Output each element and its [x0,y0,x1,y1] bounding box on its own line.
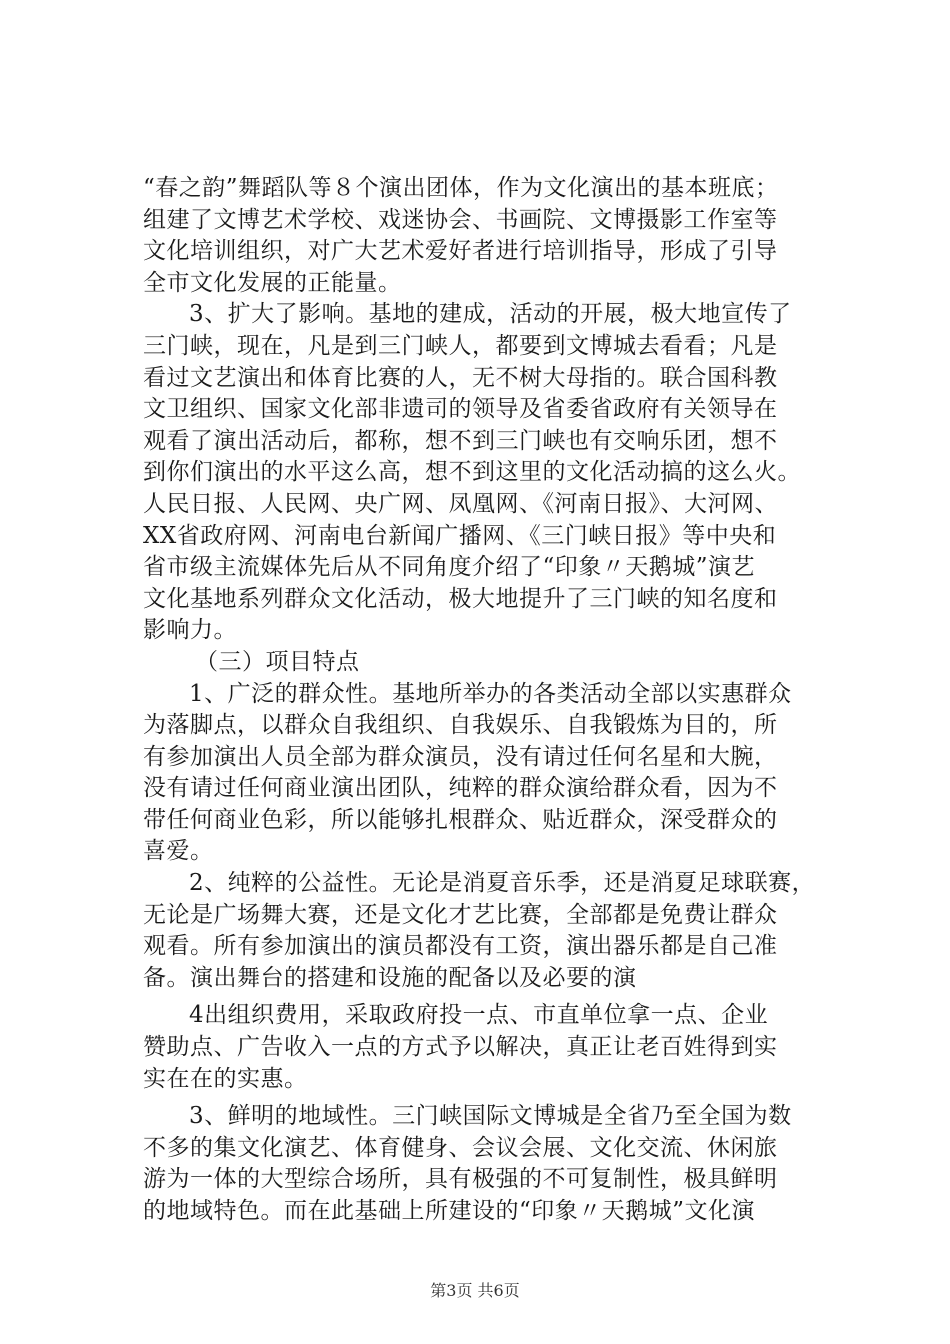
text-line: 带任何商业色彩，所以能够扎根群众、贴近群众，深受群众的 [143,806,778,833]
text-line: XX省政府网、河南电台新闻广播网、《三门峡日报》等中央和 [143,522,777,549]
text-line: 备。演出舞台的搭建和设施的配备以及必要的演 [143,964,637,991]
text-line: 没有请过任何商业演出团队，纯粹的群众演给群众看，因为不 [143,775,778,802]
text-line: 喜爱。 [143,838,214,865]
text-line: 为落脚点，以群众自我组织、自我娱乐、自我锻炼为目的，所 [143,712,778,739]
text-line: “春之韵”舞蹈队等８个演出团体，作为文化演出的基本班底； [143,175,779,201]
paragraph-start: 1、广泛的群众性。基地所举办的各类活动全部以实惠群众 [189,680,792,707]
text-line: 文化基地系列群众文化活动，极大地提升了三门峡的知名度和 [143,585,778,612]
text-line: 看过文艺演出和体育比赛的人，无不树大母指的。联合国科教 [143,364,778,391]
paragraph-start: 2、纯粹的公益性。无论是消夏音乐季，还是消夏足球联赛， [189,870,816,897]
text-line: 实在在的实惠。 [143,1065,308,1092]
section-heading: （三）项目特点 [195,648,360,675]
text-line: 三门峡，现在，凡是到三门峡人，都要到文博城去看看；凡是 [143,332,778,359]
text-line: 赞助点、广告收入一点的方式予以解决，真正让老百姓得到实 [143,1034,778,1061]
paragraph-start: 3、扩大了影响。基地的建成，活动的开展，极大地宣传了 [189,301,792,328]
text-line: 省市级主流媒体先后从不同角度介绍了“印象〃天鹅城”演艺 [143,554,756,581]
text-line: 观看了演出活动后，都称，想不到三门峡也有交响乐团，想不 [143,427,778,454]
text-line: 游为一体的大型综合场所，具有极强的不可复制性，极具鲜明 [143,1166,778,1193]
paragraph-start: 3、鲜明的地域性。三门峡国际文博城是全省乃至全国为数 [189,1103,792,1130]
text-line: 文卫组织、国家文化部非遗司的领导及省委省政府有关领导在 [143,396,778,423]
text-line: 组建了文博艺术学校、戏迷协会、书画院、文博摄影工作室等 [143,206,778,233]
paragraph-start: 4出组织费用，采取政府投一点、市直单位拿一点、企业 [189,1002,769,1029]
text-line: 的地域特色。而在此基础上所建设的“印象〃天鹅城”文化演 [143,1198,756,1224]
page-number-footer: 第3页 共6页 [430,1281,520,1300]
text-line: 全市文化发展的正能量。 [143,269,402,296]
document-body [143,173,833,1228]
text-line: 到你们演出的水平这么高，想不到这里的文化活动搞的这么火。 [143,459,801,486]
text-line: 影响力。 [143,617,237,644]
text-line: 无论是广场舞大赛，还是文化才艺比赛，全部都是免费让群众 [143,901,778,928]
text-line: 观看。所有参加演出的演员都没有工资，演出器乐都是自己准 [143,933,778,960]
text-line: 有参加演出人员全部为群众演员，没有请过任何名星和大腕， [143,743,778,770]
text-line: 文化培训组织，对广大艺术爱好者进行培训指导，形成了引导 [143,238,778,265]
text-line: 人民日报、人民网、央广网、凤凰网、《河南日报》、大河网、 [143,490,778,517]
text-line: 不多的集文化演艺、体育健身、会议会展、文化交流、休闲旅 [143,1134,778,1161]
